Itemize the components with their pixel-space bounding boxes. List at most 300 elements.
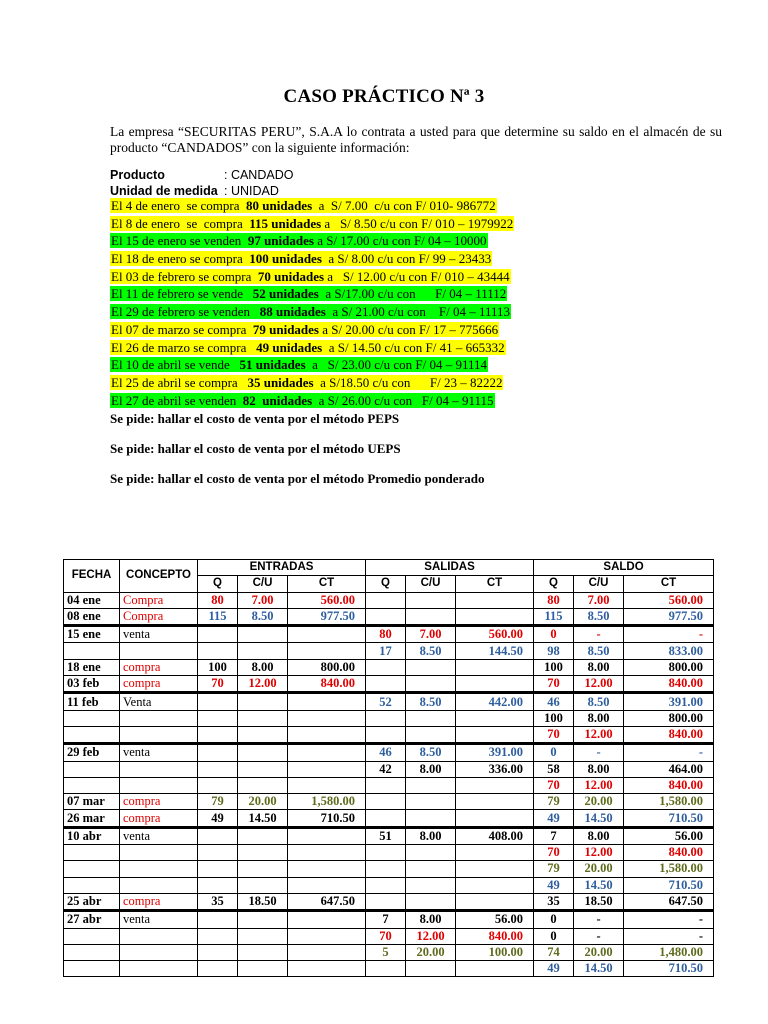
cell-concepto: compra xyxy=(120,659,198,675)
cell-concepto xyxy=(120,845,198,861)
operation-line xyxy=(110,339,514,357)
cell-concepto xyxy=(120,961,198,977)
cell-entrada-ct: 977.50 xyxy=(288,608,366,625)
cell-salida-ct: 56.00 xyxy=(456,911,534,928)
cell-salida-q: 51 xyxy=(366,827,406,844)
cell-entrada-q xyxy=(198,643,238,659)
cell-saldo-cu: 12.00 xyxy=(574,777,624,793)
cell-salida-q xyxy=(366,861,406,877)
cell-salida-ct xyxy=(456,794,534,810)
cell-concepto: compra xyxy=(120,676,198,693)
table-row xyxy=(64,608,714,625)
cell-entrada-q: 80 xyxy=(198,592,238,608)
cell-fecha xyxy=(64,877,120,893)
cell-entrada-cu xyxy=(238,777,288,793)
cell-entrada-ct xyxy=(288,928,366,944)
cell-fecha: 15 ene xyxy=(64,626,120,643)
page-title: CASO PRÁCTICO Nª 3 xyxy=(283,86,485,107)
header-saldo: SALDO xyxy=(534,560,714,576)
cell-salida-q xyxy=(366,676,406,693)
cell-fecha: 04 ene xyxy=(64,592,120,608)
cell-entrada-cu xyxy=(238,961,288,977)
cell-salida-ct xyxy=(456,608,534,625)
cell-entrada-q xyxy=(198,693,238,710)
cell-saldo-cu: 14.50 xyxy=(574,810,624,827)
table-row xyxy=(64,861,714,877)
cell-salida-ct xyxy=(456,676,534,693)
operation-line xyxy=(110,303,514,321)
cell-salida-cu: 8.00 xyxy=(406,911,456,928)
operation-text: El 11 de febrero se vende xyxy=(111,286,253,302)
cell-salida-cu xyxy=(406,893,456,910)
cell-saldo-cu: - xyxy=(574,626,624,643)
header-entradas: ENTRADAS xyxy=(198,560,366,576)
unidad-value: : UNIDAD xyxy=(224,184,279,198)
cell-entrada-ct: 840.00 xyxy=(288,676,366,693)
cell-entrada-cu xyxy=(238,845,288,861)
cell-saldo-q: 46 xyxy=(534,693,574,710)
cell-salida-q xyxy=(366,592,406,608)
cell-salida-ct: 391.00 xyxy=(456,744,534,761)
cell-entrada-q xyxy=(198,944,238,960)
cell-salida-q xyxy=(366,710,406,726)
cell-concepto: venta xyxy=(120,626,198,643)
operation-quantity: 70 unidades xyxy=(257,268,325,284)
operation-text: El 07 de marzo se compra xyxy=(111,321,253,337)
operation-line xyxy=(110,321,514,339)
cell-saldo-cu: 18.50 xyxy=(574,893,624,910)
cell-salida-q xyxy=(366,659,406,675)
operation-text: El 03 de febrero se compra xyxy=(111,268,258,284)
cell-salida-cu xyxy=(406,810,456,827)
unidad-label: Unidad de medida xyxy=(110,184,218,198)
cell-saldo-ct: 840.00 xyxy=(624,777,714,793)
cell-salida-q xyxy=(366,845,406,861)
cell-salida-q: 80 xyxy=(366,626,406,643)
cell-concepto: Venta xyxy=(120,693,198,710)
cell-saldo-cu: 8.50 xyxy=(574,693,624,710)
cell-entrada-cu xyxy=(238,928,288,944)
cell-salida-cu: 8.50 xyxy=(406,744,456,761)
cell-entrada-cu xyxy=(238,944,288,960)
operation-price: a S/ 17.00 c/u con F/ 04 – 10000 xyxy=(313,233,487,249)
cell-concepto xyxy=(120,928,198,944)
cell-salida-ct xyxy=(456,726,534,743)
cell-salida-ct xyxy=(456,877,534,893)
cell-salida-cu xyxy=(406,794,456,810)
cell-fecha xyxy=(64,944,120,960)
cell-entrada-cu: 12.00 xyxy=(238,676,288,693)
cell-saldo-cu: 20.00 xyxy=(574,944,624,960)
operation-line xyxy=(110,268,514,286)
cell-entrada-cu xyxy=(238,827,288,844)
header-q: Q xyxy=(534,576,574,592)
cell-entrada-cu: 20.00 xyxy=(238,794,288,810)
cell-saldo-cu: 20.00 xyxy=(574,861,624,877)
operation-highlight xyxy=(110,251,492,266)
cell-concepto: compra xyxy=(120,810,198,827)
cell-salida-ct xyxy=(456,861,534,877)
ask-ueps: Se pide: hallar el costo de venta por el método UEPS xyxy=(110,441,401,456)
cell-salida-cu xyxy=(406,845,456,861)
cell-salida-q: 42 xyxy=(366,761,406,777)
cell-saldo-q: 74 xyxy=(534,944,574,960)
operation-text: El 27 de abril se venden xyxy=(111,392,243,408)
operation-highlight xyxy=(110,269,511,284)
cell-entrada-cu xyxy=(238,626,288,643)
cell-saldo-ct: 710.50 xyxy=(624,810,714,827)
cell-entrada-q: 49 xyxy=(198,810,238,827)
operation-price: a S/ 8.00 c/u con F/ 99 – 23433 xyxy=(321,251,492,267)
cell-entrada-q xyxy=(198,861,238,877)
operation-price: a S/ 8.50 c/u con F/ 010 – 1979922 xyxy=(321,215,514,231)
cell-entrada-ct xyxy=(288,726,366,743)
cell-salida-ct: 408.00 xyxy=(456,827,534,844)
cell-entrada-ct xyxy=(288,693,366,710)
header-fecha: FECHA xyxy=(64,560,120,593)
cell-saldo-q: 58 xyxy=(534,761,574,777)
cell-salida-ct: 442.00 xyxy=(456,693,534,710)
operation-price: a S/18.50 c/u con F/ 23 – 82222 xyxy=(313,374,503,390)
cell-entrada-cu xyxy=(238,744,288,761)
table-row xyxy=(64,961,714,977)
cell-fecha: 08 ene xyxy=(64,608,120,625)
cell-fecha xyxy=(64,845,120,861)
cell-saldo-q: 49 xyxy=(534,877,574,893)
cell-salida-cu xyxy=(406,877,456,893)
cell-concepto: venta xyxy=(120,744,198,761)
cell-saldo-ct: 710.50 xyxy=(624,877,714,893)
cell-salida-cu xyxy=(406,861,456,877)
cell-salida-cu xyxy=(406,659,456,675)
producto-value: : CANDADO xyxy=(224,168,294,182)
cell-saldo-q: 49 xyxy=(534,810,574,827)
cell-entrada-q xyxy=(198,710,238,726)
cell-entrada-cu xyxy=(238,761,288,777)
cell-entrada-ct xyxy=(288,744,366,761)
header-cu: C/U xyxy=(406,576,456,592)
cell-entrada-q: 115 xyxy=(198,608,238,625)
cell-entrada-ct xyxy=(288,944,366,960)
table-row xyxy=(64,794,714,810)
cell-saldo-cu: 8.50 xyxy=(574,643,624,659)
cell-salida-q: 70 xyxy=(366,928,406,944)
cell-fecha: 07 mar xyxy=(64,794,120,810)
cell-saldo-cu: 12.00 xyxy=(574,726,624,743)
table-row xyxy=(64,928,714,944)
cell-saldo-ct: - xyxy=(624,744,714,761)
operation-text: El 15 de enero se venden xyxy=(111,233,248,249)
cell-entrada-ct xyxy=(288,961,366,977)
cell-saldo-q: 98 xyxy=(534,643,574,659)
cell-entrada-ct: 800.00 xyxy=(288,659,366,675)
table-row xyxy=(64,893,714,910)
cell-concepto xyxy=(120,761,198,777)
cell-saldo-q: 100 xyxy=(534,659,574,675)
cell-entrada-cu: 18.50 xyxy=(238,893,288,910)
cell-concepto xyxy=(120,777,198,793)
cell-salida-ct xyxy=(456,659,534,675)
cell-fecha: 03 feb xyxy=(64,676,120,693)
cell-concepto: venta xyxy=(120,827,198,844)
cell-entrada-q xyxy=(198,744,238,761)
cell-entrada-q: 35 xyxy=(198,893,238,910)
cell-saldo-ct: 56.00 xyxy=(624,827,714,844)
cell-salida-cu xyxy=(406,676,456,693)
cell-saldo-cu: 8.00 xyxy=(574,710,624,726)
operation-text: El 8 de enero se compra xyxy=(111,215,250,231)
cell-saldo-q: 100 xyxy=(534,710,574,726)
cell-saldo-q: 79 xyxy=(534,861,574,877)
header-q: Q xyxy=(198,576,238,592)
table-row xyxy=(64,643,714,659)
cell-fecha: 25 abr xyxy=(64,893,120,910)
cell-entrada-ct xyxy=(288,777,366,793)
operation-quantity: 35 unidades xyxy=(247,374,314,390)
cell-entrada-ct xyxy=(288,877,366,893)
cell-entrada-cu xyxy=(238,911,288,928)
cell-salida-ct xyxy=(456,961,534,977)
ask-peps: Se pide: hallar el costo de venta por el método PEPS xyxy=(110,411,400,426)
cell-salida-ct: 144.50 xyxy=(456,643,534,659)
cell-entrada-cu: 14.50 xyxy=(238,810,288,827)
kardex-table xyxy=(63,559,714,977)
table-row xyxy=(64,777,714,793)
operation-price: a S/ 14.50 c/u con F/ 41 – 665332 xyxy=(322,339,505,355)
cell-salida-q xyxy=(366,794,406,810)
cell-concepto xyxy=(120,726,198,743)
ask-promedio: Se pide: hallar el costo de venta por el método Promedio ponderado xyxy=(110,471,485,486)
cell-entrada-cu xyxy=(238,861,288,877)
operations-list xyxy=(110,197,514,409)
cell-entrada-q xyxy=(198,845,238,861)
cell-saldo-cu: 20.00 xyxy=(574,794,624,810)
cell-fecha xyxy=(64,961,120,977)
operation-quantity: 82 unidades xyxy=(242,392,313,408)
cell-fecha: 26 mar xyxy=(64,810,120,827)
cell-saldo-q: 49 xyxy=(534,961,574,977)
operation-highlight xyxy=(110,198,497,213)
cell-saldo-cu: - xyxy=(574,928,624,944)
cell-concepto: Compra xyxy=(120,608,198,625)
cell-entrada-q xyxy=(198,911,238,928)
cell-saldo-q: 0 xyxy=(534,928,574,944)
cell-salida-ct xyxy=(456,592,534,608)
cell-saldo-ct: 800.00 xyxy=(624,710,714,726)
cell-entrada-ct xyxy=(288,827,366,844)
cell-salida-ct: 560.00 xyxy=(456,626,534,643)
cell-entrada-ct: 560.00 xyxy=(288,592,366,608)
cell-saldo-q: 80 xyxy=(534,592,574,608)
cell-saldo-ct: 560.00 xyxy=(624,592,714,608)
cell-entrada-ct: 647.50 xyxy=(288,893,366,910)
header-ct: CT xyxy=(624,576,714,592)
cell-salida-q: 52 xyxy=(366,693,406,710)
cell-salida-cu xyxy=(406,592,456,608)
operation-quantity: 79 unidades xyxy=(252,321,319,337)
operation-price: a S/ 23.00 c/u con F/ 04 – 91114 xyxy=(305,357,488,373)
operation-price: a S/ 26.00 c/u con F/ 04 – 91115 xyxy=(312,392,494,408)
cell-salida-ct: 100.00 xyxy=(456,944,534,960)
operation-quantity: 115 unidades xyxy=(249,215,322,231)
cell-entrada-cu: 8.00 xyxy=(238,659,288,675)
cell-entrada-cu xyxy=(238,710,288,726)
cell-salida-q xyxy=(366,726,406,743)
operation-highlight xyxy=(110,393,495,408)
operation-quantity: 80 unidades xyxy=(246,198,313,213)
cell-salida-q xyxy=(366,810,406,827)
cell-salida-q xyxy=(366,608,406,625)
cell-saldo-cu: 7.00 xyxy=(574,592,624,608)
operation-highlight xyxy=(110,304,511,319)
cell-entrada-q xyxy=(198,928,238,944)
cell-concepto: venta xyxy=(120,911,198,928)
cell-saldo-q: 0 xyxy=(534,744,574,761)
table-row xyxy=(64,877,714,893)
producto-label: Producto xyxy=(110,168,165,182)
cell-saldo-q: 35 xyxy=(534,893,574,910)
operation-highlight xyxy=(110,286,507,301)
cell-fecha xyxy=(64,643,120,659)
cell-salida-cu: 7.00 xyxy=(406,626,456,643)
cell-salida-cu xyxy=(406,777,456,793)
cell-salida-ct: 840.00 xyxy=(456,928,534,944)
operation-quantity: 100 unidades xyxy=(249,251,322,267)
header-q: Q xyxy=(366,576,406,592)
table-row xyxy=(64,626,714,643)
cell-salida-q xyxy=(366,893,406,910)
header-ct: CT xyxy=(288,576,366,592)
operation-line xyxy=(110,250,514,268)
table-row xyxy=(64,693,714,710)
operation-highlight xyxy=(110,216,514,231)
cell-entrada-q xyxy=(198,827,238,844)
cell-salida-ct xyxy=(456,893,534,910)
operation-price: a S/ 20.00 c/u con F/ 17 – 775666 xyxy=(319,321,499,337)
header-concepto: CONCEPTO xyxy=(120,560,198,593)
cell-saldo-q: 0 xyxy=(534,911,574,928)
cell-salida-ct xyxy=(456,710,534,726)
header-cu: C/U xyxy=(238,576,288,592)
cell-saldo-q: 70 xyxy=(534,777,574,793)
cell-salida-ct xyxy=(456,845,534,861)
cell-entrada-cu xyxy=(238,726,288,743)
cell-salida-cu: 8.00 xyxy=(406,827,456,844)
cell-entrada-ct xyxy=(288,643,366,659)
cell-entrada-q xyxy=(198,626,238,643)
operation-text: El 25 de abril se compra xyxy=(111,374,248,390)
cell-saldo-q: 115 xyxy=(534,608,574,625)
cell-salida-q: 17 xyxy=(366,643,406,659)
cell-saldo-q: 70 xyxy=(534,845,574,861)
operation-text: El 4 de enero se compra xyxy=(111,198,247,213)
cell-fecha xyxy=(64,928,120,944)
cell-entrada-ct xyxy=(288,710,366,726)
cell-saldo-q: 79 xyxy=(534,794,574,810)
cell-entrada-ct xyxy=(288,626,366,643)
cell-entrada-q xyxy=(198,777,238,793)
cell-saldo-q: 0 xyxy=(534,626,574,643)
cell-saldo-ct: 977.50 xyxy=(624,608,714,625)
cell-saldo-cu: 14.50 xyxy=(574,961,624,977)
cell-saldo-ct: 647.50 xyxy=(624,893,714,910)
operation-line xyxy=(110,392,514,410)
cell-fecha: 27 abr xyxy=(64,911,120,928)
operation-price: a S/ 21.00 c/u con F/ 04 – 11113 xyxy=(325,304,511,320)
cell-saldo-cu: 8.00 xyxy=(574,761,624,777)
cell-saldo-cu: 12.00 xyxy=(574,676,624,693)
product-info xyxy=(110,167,293,199)
cell-salida-q xyxy=(366,961,406,977)
operation-line xyxy=(110,232,514,250)
cell-saldo-cu: 8.00 xyxy=(574,827,624,844)
cell-fecha: 18 ene xyxy=(64,659,120,675)
table-row xyxy=(64,726,714,743)
cell-saldo-q: 7 xyxy=(534,827,574,844)
cell-entrada-ct xyxy=(288,911,366,928)
cell-entrada-ct: 710.50 xyxy=(288,810,366,827)
table-row xyxy=(64,761,714,777)
cell-concepto: Compra xyxy=(120,592,198,608)
operation-text: El 29 de febrero se venden xyxy=(111,304,260,320)
table-row xyxy=(64,911,714,928)
cell-saldo-ct: 391.00 xyxy=(624,693,714,710)
cell-entrada-q: 100 xyxy=(198,659,238,675)
operation-line xyxy=(110,356,514,374)
operation-line xyxy=(110,374,514,392)
cell-saldo-ct: 833.00 xyxy=(624,643,714,659)
cell-saldo-ct: 1,480.00 xyxy=(624,944,714,960)
cell-fecha xyxy=(64,726,120,743)
operation-quantity: 51 unidades xyxy=(239,357,306,373)
cell-concepto xyxy=(120,944,198,960)
cell-fecha xyxy=(64,710,120,726)
table-row xyxy=(64,676,714,693)
cell-salida-cu xyxy=(406,608,456,625)
header-salidas: SALIDAS xyxy=(366,560,534,576)
cell-salida-cu xyxy=(406,710,456,726)
cell-salida-cu xyxy=(406,726,456,743)
cell-saldo-ct: 840.00 xyxy=(624,676,714,693)
cell-saldo-ct: 840.00 xyxy=(624,845,714,861)
operation-quantity: 52 unidades xyxy=(252,286,319,302)
cell-salida-ct: 336.00 xyxy=(456,761,534,777)
operation-highlight xyxy=(110,340,506,355)
operation-line xyxy=(110,285,514,303)
cell-entrada-q: 70 xyxy=(198,676,238,693)
cell-salida-cu: 8.00 xyxy=(406,761,456,777)
operation-price: a S/17.00 c/u con F/ 04 – 11112 xyxy=(318,286,507,302)
cell-salida-q: 46 xyxy=(366,744,406,761)
header-cu: C/U xyxy=(574,576,624,592)
operation-highlight xyxy=(110,375,503,390)
cell-salida-ct xyxy=(456,810,534,827)
cell-salida-cu: 8.50 xyxy=(406,643,456,659)
table-row xyxy=(64,592,714,608)
cell-saldo-ct: 710.50 xyxy=(624,961,714,977)
cell-saldo-cu: 12.00 xyxy=(574,845,624,861)
table-row xyxy=(64,659,714,675)
table-row xyxy=(64,710,714,726)
cell-entrada-cu xyxy=(238,877,288,893)
cell-salida-cu: 12.00 xyxy=(406,928,456,944)
operation-quantity: 88 unidades xyxy=(259,304,326,320)
operation-line xyxy=(110,215,514,233)
cell-entrada-q xyxy=(198,761,238,777)
cell-entrada-q: 79 xyxy=(198,794,238,810)
cell-entrada-ct xyxy=(288,845,366,861)
cell-saldo-ct: 464.00 xyxy=(624,761,714,777)
